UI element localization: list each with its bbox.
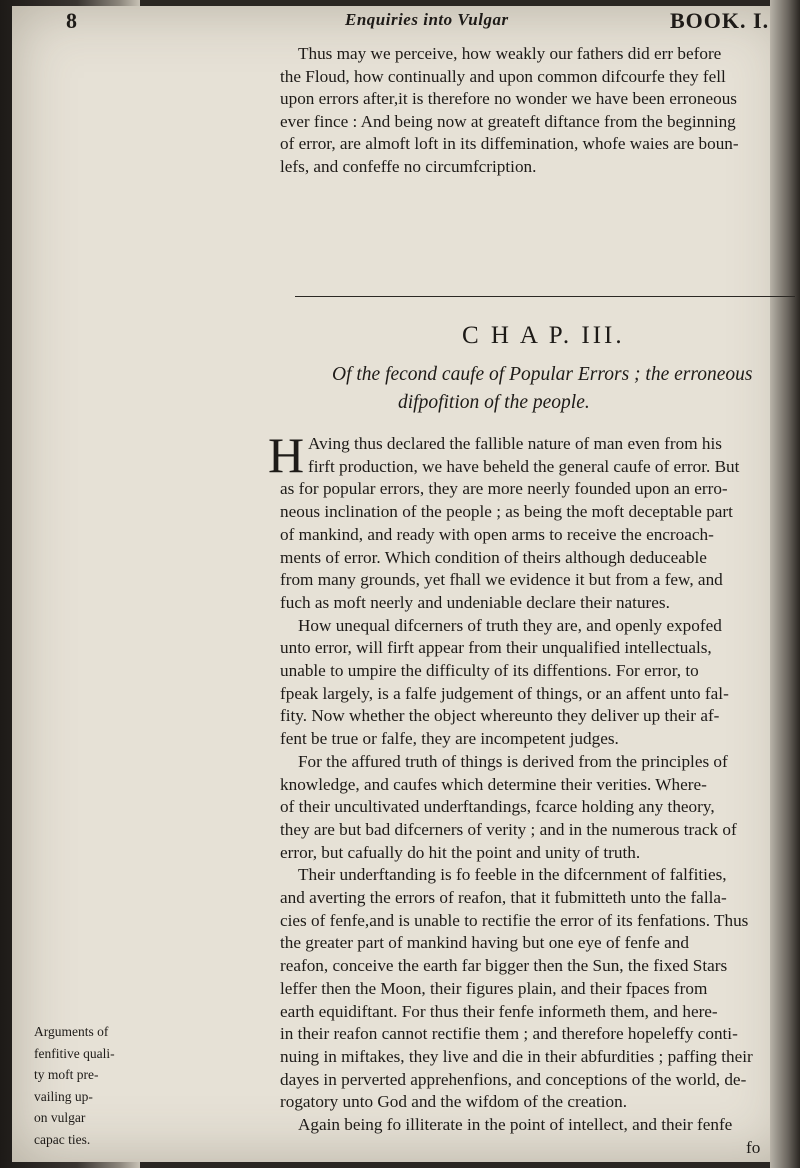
chapter-subtitle-2: difpofition of the people. [398,392,590,413]
text-line: Again being fo illiterate in the point of intellect, and their fenfe [298,1115,733,1134]
text-line: the Floud, how continually and upon common difcourfe they fell [280,66,726,86]
text-line: Aving thus declared the fallible nature of man even from his [308,434,722,453]
text-line: error, but cafually do hit the point and unity of truth. [280,842,641,862]
text-line: For the affured truth of things is derived from the principles of [298,751,728,771]
book-label: BOOK. I. [670,8,770,33]
text-line: the greater part of mankind having but one eye of fenfe and [280,933,689,953]
text-line: fent be true or falfe, they are incompetent judges. [280,729,619,749]
drop-cap: H [268,427,305,483]
text-line: as for popular errors, they are more neerly founded upon an erro- [280,479,728,499]
text-line: of their uncultivated underftandings, fcarce holding any theory, [280,797,715,817]
text-line: from many grounds, yet fhall we evidence it but from a few, and [280,570,723,590]
margin-note-line: fenfitive quali- [34,1045,115,1061]
running-head: Enquiries into Vulgar [345,10,509,29]
text-line: cies of fenfe,and is unable to rectifie the error of its fenfations. Thus [280,910,749,930]
text-line: in their reafon cannot rectifie them ; and therefore hopeleffy conti- [280,1024,738,1044]
text-line: Their underftanding is fo feeble in the difcernment of falfities, [298,865,727,885]
text-line: upon errors after,it is therefore no wonder we have been erroneous [280,89,737,108]
page-header [40,6,780,36]
text-line: rogatory unto God and the wifdom of the creation. [280,1092,627,1112]
text-line: leffer then the Moon, their figures plain, and their fpaces from [280,978,708,998]
margin-note-line: ty moft pre- [34,1067,99,1082]
text-line: fpeak largely, is a falfe judgement of things, or an affent unto fal- [280,683,729,703]
text-line: ments of error. Which condition of theirs although deduceable [280,547,707,567]
text-line: fuch as moft neerly and undeniable declare their natures. [280,592,670,612]
text-line: lefs, and confeffe no circumfcription. [280,156,537,176]
text-line: dayes in perverted apprehenfions, and conceptions of the world, de- [280,1069,747,1089]
text-line: of mankind, and ready with open arms to receive the encroach- [280,524,714,544]
text-line: nuing in miftakes, they live and die in their abfurdities ; paffing their [280,1046,753,1066]
text-line: neous inclination of the people ; as being the moft deceptable part [280,502,733,522]
chapter-rule [295,296,795,297]
text-line: How unequal difcerners of truth they are, and openly expofed [298,615,722,635]
text-line: earth equidiftant. For thus their fenfe informeth them, and here- [280,1001,718,1021]
margin-note-line: capac ties. [34,1131,91,1147]
text-line: knowledge, and caufes which determine their verities. Where- [280,774,707,794]
page-number: 8 [66,8,77,33]
margin-note-line: vailing up- [34,1088,93,1104]
text-line: Thus may we perceive, how weakly our fathers did err before [298,44,722,63]
chapter-title: C H A P. III. [462,322,625,349]
text-line: unto error, will firft appear from their unqualified intellectuals, [280,638,712,658]
chapter-subtitle-1: Of the fecond caufe of Popular Errors ; the erroneous [332,364,753,385]
text-line: they are but bad difcerners of verity ; and in the numerous track of [280,819,737,839]
text-line: fity. Now whether the object whereunto they deliver up their af- [280,706,720,726]
text-line: reafon, conceive the earth far bigger then the Sun, the fixed Stars [280,956,728,976]
text-line: and averting the errors of reafon, that it fubmitteth unto the falla- [280,888,727,907]
margin-note-line: on vulgar [34,1110,86,1125]
page-text [34,0,780,1168]
text-line: firft production, we have beheld the general caufe of error. But [308,456,740,476]
text-line: of error, are almoft loft in its diffemination, whofe waies are boun- [280,134,739,153]
text-line: fo [746,1137,761,1157]
margin-note-line: Arguments of [34,1024,109,1039]
text-line: ever fince : And being now at greateft diftance from the beginning [280,111,736,131]
text-line: unable to umpire the difficulty of its diffentions. For error, to [280,661,699,680]
